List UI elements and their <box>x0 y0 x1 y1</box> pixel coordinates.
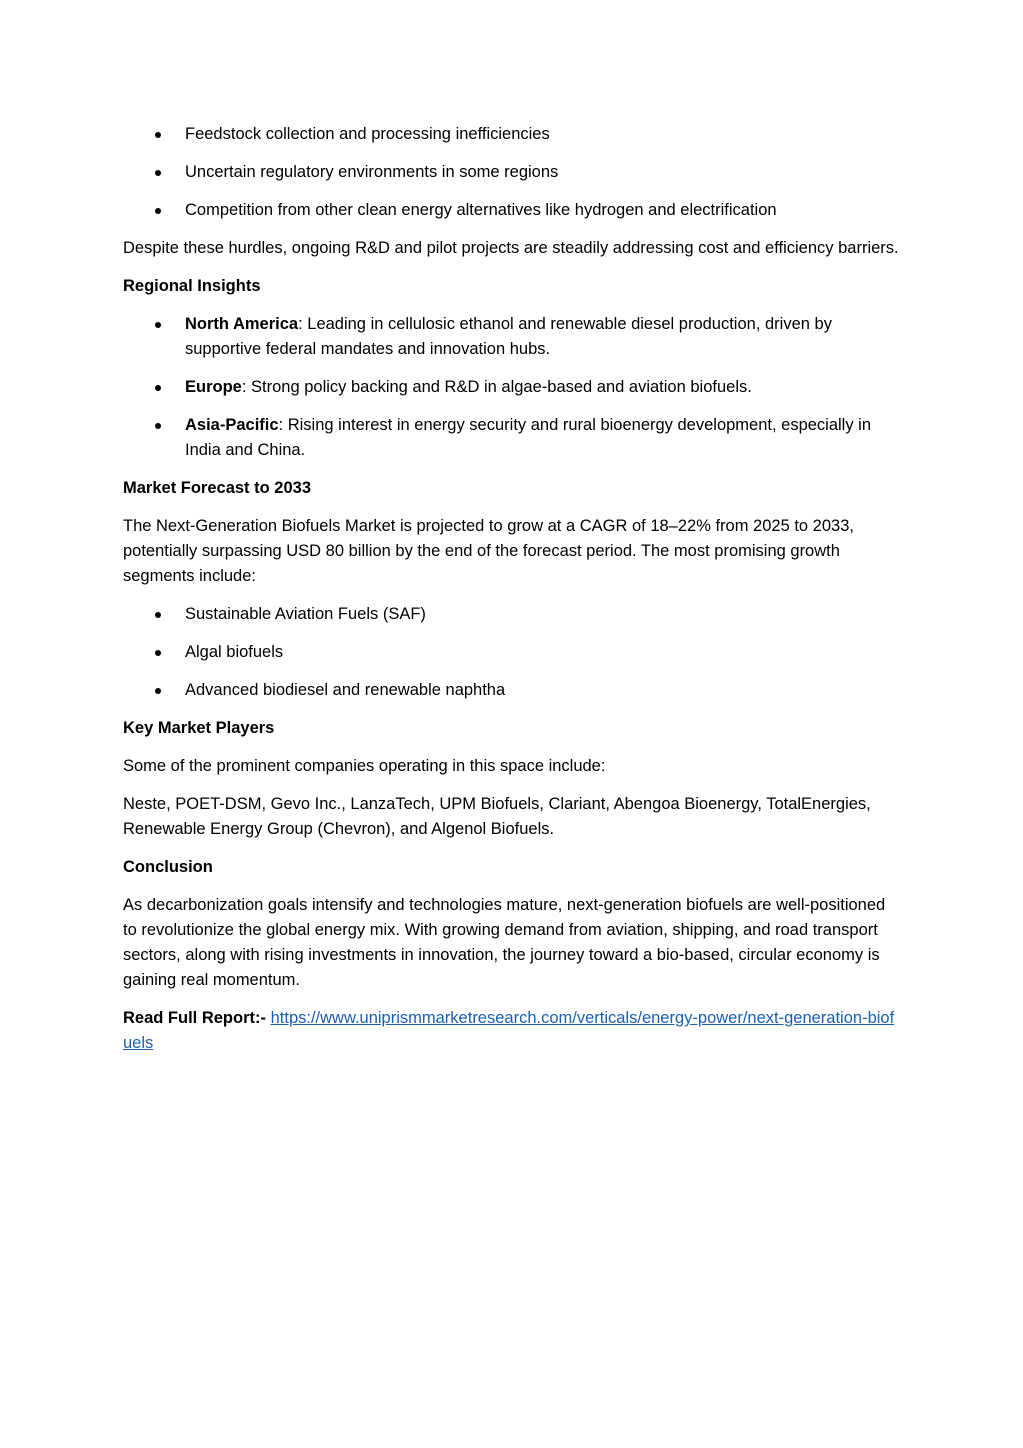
challenge-text: Feedstock collection and processing inefficiencies <box>185 125 550 143</box>
segment-text: Sustainable Aviation Fuels (SAF) <box>185 605 426 623</box>
bullet-icon <box>155 132 161 138</box>
region-text: : Leading in cellulosic ethanol and renewable diesel production, driven by supportive federal mandates and innovation hubs. <box>185 315 832 358</box>
segment-text: Advanced biodiesel and renewable naphtha <box>185 681 506 699</box>
challenges-list <box>123 122 903 223</box>
report-label: Read Full Report:- <box>123 1009 266 1027</box>
challenge-text: Competition from other clean energy alternatives like hydrogen and electrification <box>185 201 777 219</box>
region-name: North America <box>185 315 299 333</box>
list-item <box>123 160 903 185</box>
list-item <box>123 375 903 400</box>
bullet-icon <box>155 612 161 618</box>
region-name: Asia-Pacific <box>185 416 279 434</box>
region-text: : Strong policy backing and R&D in algae-based and aviation biofuels. <box>241 378 752 396</box>
forecast-paragraph: The Next-Generation Biofuels Market is projected to grow at a CAGR of 18–22% from 2025 to 2033, potentially surpassing USD 80 billion by the end of the forecast period. The most promising growth segments include: <box>123 517 854 585</box>
report-link[interactable]: https://www.uniprismmarketresearch.com/verticals/energy-power/next-generation-biofuels <box>123 1009 895 1052</box>
regional-list <box>123 312 903 463</box>
segment-text: Algal biofuels <box>185 643 284 661</box>
regional-insights-heading: Regional Insights <box>123 277 261 295</box>
list-item <box>123 413 903 463</box>
list-item <box>123 678 903 703</box>
list-item <box>123 602 903 627</box>
list-item <box>123 312 903 362</box>
conclusion-paragraph: As decarbonization goals intensify and technologies mature, next-generation biofuels are well-positioned to revolutionize the global energy mix. With growing demand from aviation, shipping, and road transport sectors, along with rising investments in innovation, the journey toward a bio-based, circular economy is gaining real momentum. <box>123 896 886 989</box>
region-name: Europe <box>185 378 242 396</box>
report-line <box>123 1006 903 1056</box>
bullet-icon <box>155 385 161 391</box>
list-item <box>123 198 903 223</box>
bullet-icon <box>155 322 161 328</box>
bullet-icon <box>155 423 161 429</box>
bullet-icon <box>155 170 161 176</box>
region-text: : Rising interest in energy security and rural bioenergy development, especially in India and China. <box>185 416 872 459</box>
list-item <box>123 122 903 147</box>
players-intro: Some of the prominent companies operating in this space include: <box>123 757 606 775</box>
challenge-text: Uncertain regulatory environments in some regions <box>185 163 559 181</box>
conclusion-heading: Conclusion <box>123 858 213 876</box>
list-item <box>123 640 903 665</box>
players-heading: Key Market Players <box>123 719 275 737</box>
segments-list <box>123 602 903 703</box>
bullet-icon <box>155 208 161 214</box>
players-list: Neste, POET-DSM, Gevo Inc., LanzaTech, UPM Biofuels, Clariant, Abengoa Bioenergy, TotalEnergies, Renewable Energy Group (Chevron), and Algenol Biofuels. <box>123 795 871 838</box>
bullet-icon <box>155 650 161 656</box>
challenges-summary: Despite these hurdles, ongoing R&D and pilot projects are steadily addressing cost and efficiency barriers. <box>123 239 899 257</box>
bullet-icon <box>155 688 161 694</box>
document-page <box>123 122 903 1069</box>
forecast-heading: Market Forecast to 2033 <box>123 479 312 497</box>
